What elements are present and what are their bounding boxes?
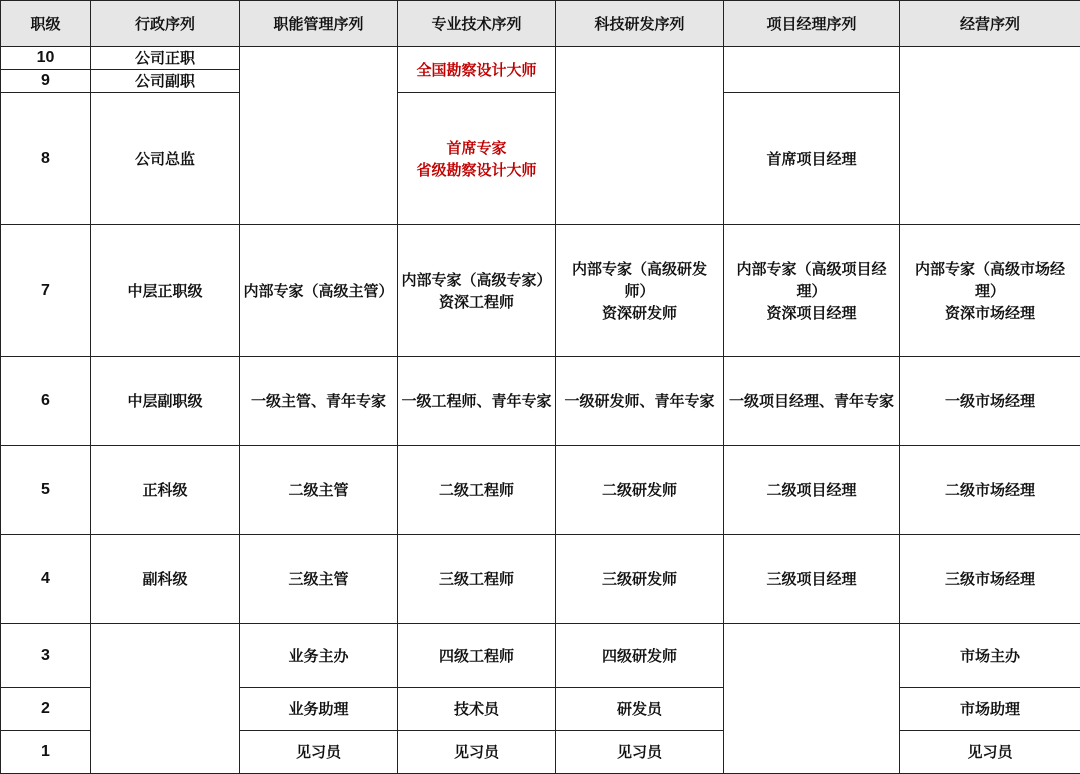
technical-cell: 三级工程师 (398, 535, 556, 624)
research-line: 资深研发师 (558, 302, 721, 324)
research-empty-cell (556, 47, 724, 225)
admin-cell: 公司副职 (91, 70, 240, 93)
technical-cell: 技术员 (398, 688, 556, 731)
technical-line: 资深工程师 (400, 291, 553, 313)
research-cell (556, 225, 724, 357)
level-cell: 3 (1, 624, 91, 688)
header-admin: 行政序列 (91, 1, 240, 47)
level-cell: 4 (1, 535, 91, 624)
project-cell: 三级项目经理 (724, 535, 900, 624)
business-cell: 一级市场经理 (900, 357, 1080, 446)
functional-empty-cell (240, 47, 398, 225)
table-row (1, 535, 1080, 624)
level-cell: 8 (1, 93, 91, 225)
project-empty-cell (724, 624, 900, 774)
business-cell: 三级市场经理 (900, 535, 1080, 624)
project-line: 资深项目经理 (726, 302, 897, 324)
project-cell: 二级项目经理 (724, 446, 900, 535)
research-cell: 一级研发师、青年专家 (556, 357, 724, 446)
header-technical: 专业技术序列 (398, 1, 556, 47)
level-cell: 1 (1, 731, 91, 774)
business-cell: 见习员 (900, 731, 1080, 774)
level-cell: 2 (1, 688, 91, 731)
level-cell: 9 (1, 70, 91, 93)
admin-cell: 公司总监 (91, 93, 240, 225)
technical-cell: 四级工程师 (398, 624, 556, 688)
business-line: 内部专家（高级市场经 (902, 258, 1078, 280)
project-cell: 一级项目经理、青年专家 (724, 357, 900, 446)
research-line: 师） (558, 280, 721, 302)
level-cell: 10 (1, 47, 91, 70)
research-line: 内部专家（高级研发 (558, 258, 721, 280)
table-row (1, 446, 1080, 535)
research-cell: 四级研发师 (556, 624, 724, 688)
header-project: 项目经理序列 (724, 1, 900, 47)
header-functional: 职能管理序列 (240, 1, 398, 47)
technical-cell: 见习员 (398, 731, 556, 774)
technical-line: 首席专家 (400, 137, 553, 159)
header-business: 经营序列 (900, 1, 1080, 47)
project-cell (724, 225, 900, 357)
technical-line: 内部专家（高级专家） (400, 269, 553, 291)
table-row (1, 357, 1080, 446)
level-cell: 7 (1, 225, 91, 357)
business-empty-cell (900, 47, 1080, 225)
business-line: 资深市场经理 (902, 302, 1078, 324)
functional-cell: 内部专家（高级主管） (240, 225, 398, 357)
functional-cell: 三级主管 (240, 535, 398, 624)
project-cell: 首席项目经理 (724, 93, 900, 225)
admin-cell: 正科级 (91, 446, 240, 535)
functional-cell: 业务助理 (240, 688, 398, 731)
technical-cell (398, 93, 556, 225)
admin-cell: 中层副职级 (91, 357, 240, 446)
header-research: 科技研发序列 (556, 1, 724, 47)
header-row (1, 1, 1080, 47)
level-cell: 6 (1, 357, 91, 446)
technical-cell: 二级工程师 (398, 446, 556, 535)
technical-line: 省级勘察设计大师 (400, 159, 553, 181)
functional-cell: 二级主管 (240, 446, 398, 535)
technical-cell: 一级工程师、青年专家 (398, 357, 556, 446)
technical-cell: 全国勘察设计大师 (398, 47, 556, 93)
research-cell: 见习员 (556, 731, 724, 774)
table-row (1, 225, 1080, 357)
functional-cell: 一级主管、青年专家 (240, 357, 398, 446)
admin-empty-cell (91, 624, 240, 774)
admin-cell: 中层正职级 (91, 225, 240, 357)
project-empty-cell (724, 47, 900, 93)
project-line: 理） (726, 280, 897, 302)
research-cell: 三级研发师 (556, 535, 724, 624)
project-line: 内部专家（高级项目经 (726, 258, 897, 280)
level-cell: 5 (1, 446, 91, 535)
research-cell: 二级研发师 (556, 446, 724, 535)
table-row (1, 624, 1080, 688)
functional-cell: 业务主办 (240, 624, 398, 688)
research-cell: 研发员 (556, 688, 724, 731)
admin-cell: 副科级 (91, 535, 240, 624)
business-cell: 市场主办 (900, 624, 1080, 688)
business-cell (900, 225, 1080, 357)
header-level: 职级 (1, 1, 91, 47)
business-line: 理） (902, 280, 1078, 302)
functional-cell: 见习员 (240, 731, 398, 774)
table-row (1, 47, 1080, 70)
business-cell: 市场助理 (900, 688, 1080, 731)
business-cell: 二级市场经理 (900, 446, 1080, 535)
admin-cell: 公司正职 (91, 47, 240, 70)
technical-cell (398, 225, 556, 357)
